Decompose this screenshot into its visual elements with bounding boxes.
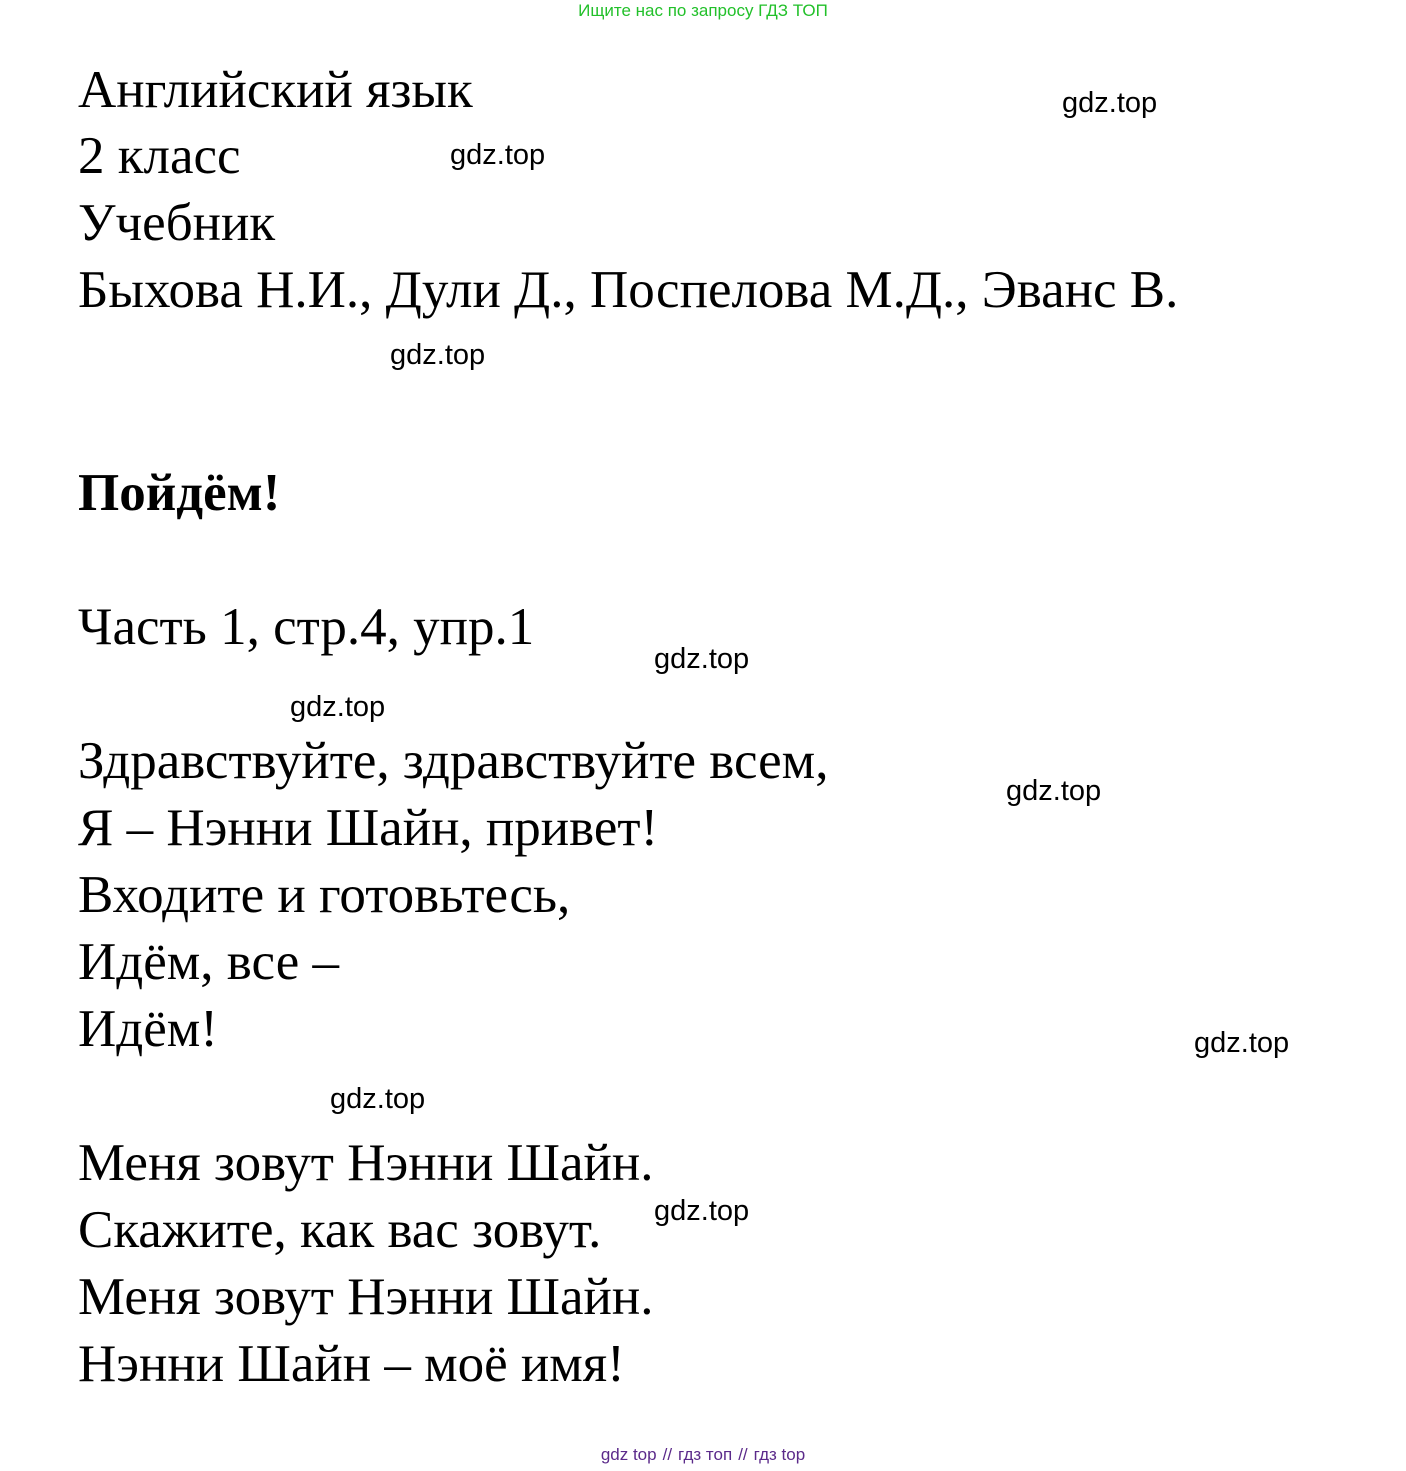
footer-item-1: gdz top (600, 1445, 657, 1464)
verse2-line-4: Нэнни Шайн – моё имя! (78, 1335, 625, 1393)
watermark: gdz.top (290, 691, 386, 723)
book-type-line: Учебник (78, 194, 276, 252)
top-banner: Ищите нас по запросу ГДЗ ТОП (578, 1, 828, 20)
footer-separator: // (738, 1445, 748, 1464)
subject-line: Английский язык (78, 61, 473, 119)
book-title: Пойдём! (78, 464, 281, 522)
verse1-line-5: Идём! (78, 1000, 218, 1058)
grade-line: 2 класс (78, 127, 241, 185)
verse1-line-1: Здравствуйте, здравствуйте всем, (78, 732, 829, 790)
watermark: gdz.top (1194, 1027, 1290, 1059)
watermark: gdz.top (390, 339, 486, 371)
verse2-line-2: Скажите, как вас зовут. (78, 1201, 602, 1259)
verse1-line-3: Входите и готовьтесь, (78, 866, 571, 924)
footer-item-3: гдз top (753, 1445, 806, 1464)
watermark: gdz.top (450, 139, 546, 171)
footer-separator: // (662, 1445, 673, 1464)
exercise-reference: Часть 1, стр.4, упр.1 (78, 598, 535, 656)
watermark: gdz.top (654, 643, 750, 675)
verse2-line-3: Меня зовут Нэнни Шайн. (78, 1268, 654, 1326)
verse2-line-1: Меня зовут Нэнни Шайн. (78, 1134, 654, 1192)
footer-item-2: гдз топ (678, 1445, 733, 1464)
verse1-line-2: Я – Нэнни Шайн, привет! (78, 799, 659, 857)
watermark: gdz.top (1006, 775, 1102, 807)
watermark: gdz.top (654, 1195, 750, 1227)
footer (0, 1444, 1406, 1466)
verse1-line-4: Идём, все – (78, 933, 339, 991)
watermark: gdz.top (1062, 87, 1158, 119)
watermark: gdz.top (330, 1083, 426, 1115)
authors-line: Быхова Н.И., Дули Д., Поспелова М.Д., Эванс В. (78, 261, 1179, 319)
